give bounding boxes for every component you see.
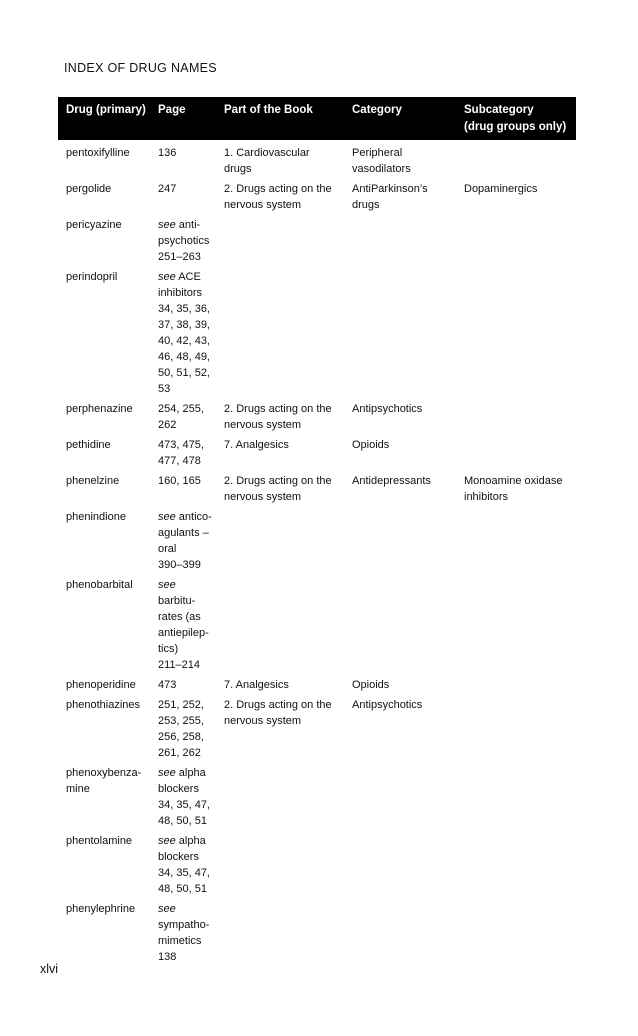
see-reference-marker: see [158, 579, 176, 591]
page-ref-text: 254, 255, 262 [158, 403, 204, 431]
page-ref [150, 898, 216, 966]
subcategory: Monoamine oxidase inhibitors [464, 475, 563, 503]
book-part: 7. Analgesics [224, 439, 289, 451]
page-ref-text: ACE inhibitors 34, 35, 36, 37, 38, 39, 40, 42, 43, 46, 48, 49, 50, 51, 52, 53 [158, 271, 210, 395]
page-number: xlvi [40, 962, 59, 976]
table-row [58, 178, 576, 214]
drug-name: pergolide [66, 183, 112, 195]
book-part [216, 762, 344, 830]
subcategory [456, 694, 576, 762]
drug-name: pentoxifylline [66, 147, 130, 159]
subcategory [456, 140, 576, 178]
category [344, 214, 456, 266]
category: Opioids [352, 679, 390, 691]
subcategory [456, 574, 576, 674]
page-ref-text: anti- psychotics 251–263 [158, 219, 210, 263]
table-row [58, 398, 576, 434]
drug-name: phenoxybenza- mine [66, 767, 142, 795]
subcategory [456, 506, 576, 574]
table-row [58, 674, 576, 694]
drug-name: phenobarbital [66, 579, 133, 591]
book-part [216, 898, 344, 966]
book-part: 7. Analgesics [224, 679, 289, 691]
column-header-subcategory: Subcategory (drug groups only) [464, 104, 567, 133]
column-header-category: Category [352, 104, 402, 116]
subcategory [456, 266, 576, 398]
see-reference-marker: see [158, 219, 176, 231]
drug-name: phenothiazines [66, 699, 141, 711]
subcategory [456, 898, 576, 966]
book-part: 2. Drugs acting on the nervous system [224, 183, 332, 211]
drug-name: phenoperidine [66, 679, 136, 691]
page-ref [150, 434, 216, 470]
category: Antipsychotics [352, 403, 423, 415]
see-reference-marker: see [158, 835, 176, 847]
category: Opioids [352, 439, 390, 451]
table-row [58, 898, 576, 966]
book-part: 2. Drugs acting on the nervous system [224, 699, 332, 727]
category: Antipsychotics [352, 699, 423, 711]
drug-name: perindopril [66, 271, 118, 283]
category: AntiParkinson’s drugs [352, 183, 428, 211]
table-row [58, 434, 576, 470]
drug-name: phenindione [66, 511, 126, 523]
subcategory [456, 434, 576, 470]
table-row [58, 470, 576, 506]
page-ref [150, 506, 216, 574]
table-row [58, 694, 576, 762]
category [344, 762, 456, 830]
page-heading: INDEX OF DRUG NAMES [64, 61, 217, 75]
page-ref-text: 247 [158, 183, 177, 195]
subcategory [456, 762, 576, 830]
subcategory [456, 830, 576, 898]
page-ref [150, 762, 216, 830]
subcategory: Dopaminergics [464, 183, 538, 195]
column-header-part: Part of the Book [224, 104, 313, 116]
category: Antidepressants [352, 475, 431, 487]
page-ref [150, 574, 216, 674]
drug-name: phenelzine [66, 475, 120, 487]
book-part: 2. Drugs acting on the nervous system [224, 403, 332, 431]
page-ref-text: alpha blockers 34, 35, 47, 48, 50, 51 [158, 767, 210, 827]
page-ref [150, 178, 216, 214]
category: Peripheral vasodilators [352, 147, 411, 175]
page-ref-text: sympatho- mimetics 138 [158, 919, 210, 963]
category [344, 830, 456, 898]
page-ref [150, 830, 216, 898]
page-ref [150, 674, 216, 694]
drug-name: pericyazine [66, 219, 122, 231]
page-ref-text: 136 [158, 147, 177, 159]
page-ref [150, 470, 216, 506]
book-part [216, 506, 344, 574]
page-ref [150, 214, 216, 266]
table-row [58, 762, 576, 830]
book-part: 1. Cardiovascular drugs [224, 147, 310, 175]
subcategory [456, 214, 576, 266]
book-part: 2. Drugs acting on the nervous system [224, 475, 332, 503]
category [344, 574, 456, 674]
page-ref-text: 473, 475, 477, 478 [158, 439, 204, 467]
table-row [58, 506, 576, 574]
category [344, 266, 456, 398]
subcategory [456, 398, 576, 434]
page-ref-text: antico- agulants – oral 390–399 [158, 511, 212, 571]
table-header [58, 97, 576, 140]
category [344, 898, 456, 966]
drug-name: pethidine [66, 439, 111, 451]
table-row [58, 266, 576, 398]
page-ref-text: 473 [158, 679, 177, 691]
book-part [216, 214, 344, 266]
page-ref-text: 160, 165 [158, 475, 201, 487]
drug-name: perphenazine [66, 403, 133, 415]
page-ref [150, 266, 216, 398]
table-row [58, 830, 576, 898]
drug-index-table [58, 97, 576, 966]
book-part [216, 574, 344, 674]
table-row [58, 214, 576, 266]
page-ref [150, 398, 216, 434]
subcategory [456, 674, 576, 694]
see-reference-marker: see [158, 271, 176, 283]
see-reference-marker: see [158, 511, 176, 523]
page-ref [150, 140, 216, 178]
page-ref-text: alpha blockers 34, 35, 47, 48, 50, 51 [158, 835, 210, 895]
page-ref-text: 251, 252, 253, 255, 256, 258, 261, 262 [158, 699, 204, 759]
book-part [216, 830, 344, 898]
page-ref-text: barbitu- rates (as antiepilep- tics) 211–214 [158, 595, 209, 671]
see-reference-marker: see [158, 767, 176, 779]
header-row [58, 97, 576, 140]
book-part [216, 266, 344, 398]
drug-name: phentolamine [66, 835, 133, 847]
page-ref [150, 694, 216, 762]
table-row [58, 574, 576, 674]
table-row [58, 140, 576, 178]
category [344, 506, 456, 574]
see-reference-marker: see [158, 903, 176, 915]
column-header-drug: Drug (primary) [66, 104, 146, 116]
drug-name: phenylephrine [66, 903, 136, 915]
table-body [58, 140, 576, 966]
column-header-page: Page [158, 104, 186, 116]
